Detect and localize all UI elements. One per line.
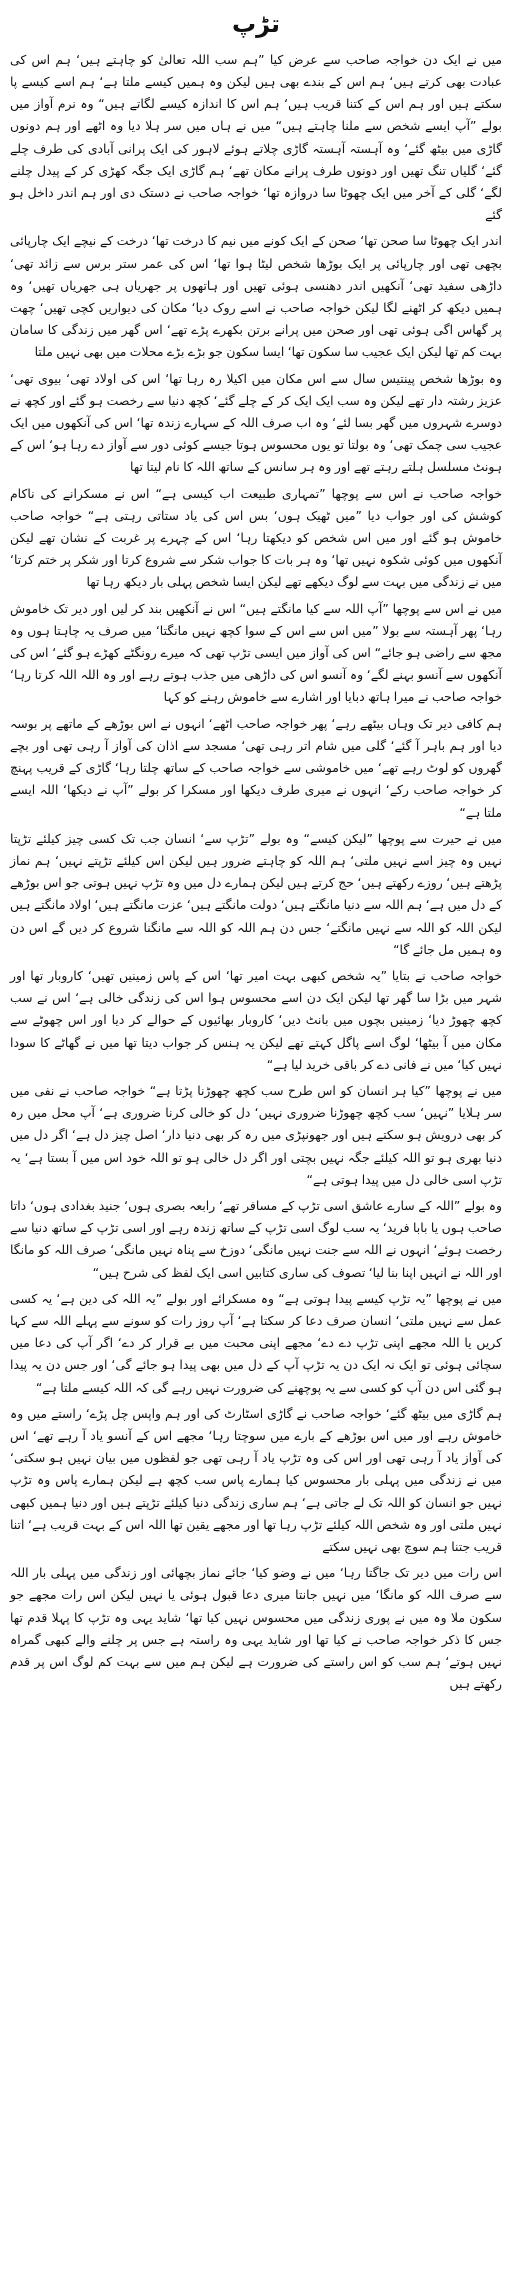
paragraph: خواجہ صاحب نے بتایا ”یہ شخص کبھی بہت امیر تھا‘ اس کے پاس زمینیں تھیں‘ کاروبار تھا اور شہر میں بڑا سا گھر تھا لیکن ایک دن اسے محسوس ہوا اس کی زندگی خالی ہے‘ اس نے سب کچھ چھوڑ دیا‘ زمینیں بچوں میں بانٹ دیں‘ کاروبار بھائیوں کے حوالے کر دیا اور اس چھوٹے سے مکان میں آ بیٹھا‘ لوگ اسے پاگل کہتے تھے لیکن یہ ہنس کر جواب دیتا تھا میں نے گھاٹے کا سودا نہیں کیا‘ میں نے فانی دے کر باقی خرید لیا ہے“ (10, 967, 502, 1072)
paragraph: اس رات میں دیر تک جاگتا رہا‘ میں نے وضو کیا‘ جائے نماز بچھائی اور زندگی میں پہلی بار اللہ سے صرف اللہ کو مانگا‘ میں نہیں جانتا میری دعا قبول ہوئی یا نہیں لیکن اس رات مجھے جو سکون ملا وہ میں نے پوری زندگی میں محسوس نہیں کیا تھا‘ شاید یہی وہ تڑپ کا پہلا قدم تھا جس کا ذکر خواجہ صاحب نے کیا تھا اور شاید یہی وہ راستہ ہے جس پر چلنے والے کبھی گمراہ نہیں ہوتے‘ ہم سب کو اس راستے کی ضرورت ہے لیکن ہم میں سے بہت کم لوگ اس پر قدم رکھتے ہیں (10, 1565, 502, 1692)
paragraph: میں نے پوچھا ”کیا ہر انسان کو اس طرح سب کچھ چھوڑنا پڑتا ہے“ خواجہ صاحب نے نفی میں سر ہلایا ”نہیں‘ سب کچھ چھوڑنا ضروری نہیں‘ دل کو خالی کرنا ضروری ہے‘ آپ محل میں رہ کر بھی درویش ہو سکتے ہیں اور جھونپڑی میں رہ کر بھی دنیا دار‘ اصل چیز دل ہے‘ اگر دل میں دنیا بھری ہو تو اللہ کیلئے جگہ نہیں بچتی اور اگر دل خالی ہو تو اللہ خود اس میں آ بستا ہے‘ یہ تڑپ اسی خالی دل میں پیدا ہوتی ہے“ (10, 1082, 502, 1187)
paragraph: ہم کافی دیر تک وہاں بیٹھے رہے‘ پھر خواجہ صاحب اٹھے‘ انہوں نے اس بوڑھے کے ماتھے پر بوسہ دیا اور ہم باہر آ گئے‘ گلی میں شام اتر رہی تھی‘ مسجد سے اذان کی آواز آ رہی تھی اور بچے گھروں کو لوٹ رہے تھے‘ میں خاموشی سے خواجہ صاحب کے ساتھ چلتا رہا‘ گاڑی کے قریب پہنچ کر خواجہ صاحب رکے‘ انہوں نے میری طرف دیکھا اور مسکرا کر بولے ”آپ نے دیکھا‘ اللہ ایسے ملتا ہے“ (10, 715, 502, 820)
paragraph: میں نے حیرت سے پوچھا ”لیکن کیسے“ وہ بولے ”تڑپ سے‘ انسان جب تک کسی چیز کیلئے تڑپتا نہیں وہ چیز اسے نہیں ملتی‘ ہم اللہ کو چاہتے ضرور ہیں لیکن اس کیلئے تڑپتے نہیں‘ ہم نماز پڑھتے ہیں‘ روزے رکھتے ہیں‘ حج کرتے ہیں لیکن ہمارے دل میں وہ تڑپ نہیں ہوتی جو اس بوڑھے کے دل میں ہے‘ ہم اللہ سے دنیا مانگتے ہیں‘ دولت مانگتے ہیں‘ عزت مانگتے ہیں‘ اولاد مانگتے ہیں لیکن اللہ کو اللہ سے نہیں مانگتے‘ جس دن ہم اللہ کو اللہ سے مانگنا شروع کر دیں گے اس دن وہ ہمیں مل جائے گا“ (10, 830, 502, 957)
column-body (10, 49, 502, 1696)
column-title: تڑپ (231, 10, 281, 38)
paragraph: وہ بوڑھا شخص پینتیس سال سے اس مکان میں اکیلا رہ رہا تھا‘ اس کی اولاد تھی‘ بیوی تھی‘ عزیز رشتہ دار تھے لیکن وہ سب ایک ایک کر کے چلے گئے‘ کچھ دنیا سے رخصت ہو گئے اور کچھ نے دوسرے شہروں میں گھر بسا لئے‘ وہ اب صرف اللہ کے سہارے زندہ تھا‘ اس کی آنکھوں میں ایک عجیب سی چمک تھی‘ وہ بولتا تو یوں محسوس ہوتا جیسے کوئی دور سے آواز دے رہا ہو‘ اس کے ہونٹ مسلسل ہلتے رہتے تھے اور وہ ہر سانس کے ساتھ اللہ کا نام لیتا تھا (10, 370, 502, 475)
paragraph: میں نے پوچھا ”یہ تڑپ کیسے پیدا ہوتی ہے“ وہ مسکرائے اور بولے ”یہ اللہ کی دین ہے‘ یہ کسی عمل سے نہیں ملتی‘ انسان صرف دعا کر سکتا ہے‘ آپ روز رات کو سونے سے پہلے اللہ سے کہا کریں یا اللہ مجھے اپنی تڑپ دے دے‘ مجھے اپنی محبت میں بے قرار کر دے‘ اگر آپ کی دعا میں سچائی ہوئی تو ایک نہ ایک دن یہ تڑپ آپ کے دل میں بھی پیدا ہو جائے گی‘ اور جس دن یہ پیدا ہو گئی اس دن آپ کو کسی سے یہ پوچھنے کی ضرورت نہیں رہے گی کہ اللہ کیسے ملتا ہے“ (10, 1290, 502, 1395)
paragraph: ہم گاڑی میں بیٹھ گئے‘ خواجہ صاحب نے گاڑی اسٹارٹ کی اور ہم واپس چل پڑے‘ راستے میں وہ خاموش رہے اور میں اس بوڑھے کے بارے میں سوچتا رہا‘ مجھے اس کے آنسو یاد آ رہے تھے‘ اس کی آواز یاد آ رہی تھی اور اس کی وہ تڑپ یاد آ رہی تھی جو لفظوں میں بیان نہیں ہو سکتی‘ میں نے زندگی میں پہلی بار محسوس کیا ہمارے پاس سب کچھ ہے لیکن ہمارے پاس وہ تڑپ نہیں جو انسان کو اللہ تک لے جاتی ہے‘ ہم ساری زندگی دنیا کیلئے تڑپتے ہیں اور دنیا ہمیں کبھی نہیں ملتی اور وہ شخص اللہ کیلئے تڑپ رہا تھا اور مجھے یقین تھا اللہ اس کے بہت قریب ہے‘ اتنا قریب جتنا ہم سوچ بھی نہیں سکتے (10, 1405, 502, 1554)
paragraph: اندر ایک چھوٹا سا صحن تھا‘ صحن کے ایک کونے میں نیم کا درخت تھا‘ درخت کے نیچے ایک چارپائی بچھی تھی اور چارپائی پر ایک بوڑھا شخص لیٹا ہوا تھا‘ اس کی عمر ستر برس سے زائد تھی‘ داڑھی سفید تھی‘ آنکھیں اندر دھنسی ہوئی تھیں اور ہاتھوں پر جھریاں ہی جھریاں تھیں‘ وہ ہمیں دیکھ کر اٹھنے لگا لیکن خواجہ صاحب نے اسے روک دیا‘ مکان کی دیواریں کچی تھیں‘ چھت پر گھاس اگی ہوئی تھی اور صحن میں پرانے برتن بکھرے پڑے تھے‘ اس گھر میں زندگی کا سامان بہت کم تھا لیکن ایک عجیب سا سکون تھا‘ ایسا سکون جو بڑے بڑے محلات میں بھی نہیں ملتا (10, 233, 502, 360)
paragraph: وہ بولے ”اللہ کے سارے عاشق اسی تڑپ کے مسافر تھے‘ رابعہ بصری ہوں‘ جنید بغدادی ہوں‘ داتا صاحب ہوں یا بابا فرید‘ یہ سب لوگ اسی تڑپ کے ساتھ زندہ رہے اور اسی تڑپ کے ساتھ دنیا سے رخصت ہوئے‘ انہوں نے اللہ سے جنت نہیں مانگی‘ دوزخ سے پناہ نہیں مانگی‘ صرف اللہ کو مانگا اور اللہ نے انہیں اپنا بنا لیا‘ تصوف کی ساری کتابیں اسی ایک لفظ کی شرح ہیں“ (10, 1197, 502, 1280)
paragraph: خواجہ صاحب نے اس سے پوچھا ”تمہاری طبیعت اب کیسی ہے“ اس نے مسکرانے کی ناکام کوشش کی اور جواب دیا ”میں ٹھیک ہوں‘ بس اس کی یاد ستاتی رہتی ہے“ خواجہ صاحب خاموش ہو گئے اور میں اس شخص کو دیکھتا رہا‘ اس کے چہرے پر غربت کے نشان تھے لیکن آنکھوں میں کوئی شکوہ نہیں تھا‘ وہ ہر بات کا جواب شکر سے شروع کرتا اور شکر پر ختم کرتا‘ میں نے زندگی میں بہت سے لوگ دیکھے تھے لیکن ایسا شخص پہلی بار دیکھ رہا تھا (10, 485, 502, 590)
paragraph: میں نے اس سے پوچھا ”آپ اللہ سے کیا مانگتے ہیں“ اس نے آنکھیں بند کر لیں اور دیر تک خاموش رہا‘ پھر آہستہ سے بولا ”میں اس سے اس کے سوا کچھ نہیں مانگتا‘ میں صرف یہ چاہتا ہوں وہ مجھ سے راضی ہو جائے“ اس کی آواز میں ایسی تڑپ تھی کہ میرے رونگٹے کھڑے ہو گئے‘ اس کی آنکھوں سے آنسو بہنے لگے‘ وہ آنسو اس کی داڑھی میں جذب ہوتے رہے اور وہ اللہ اللہ کرتا رہا‘ خواجہ صاحب نے میرا ہاتھ دبایا اور اشارے سے خاموش رہنے کو کہا (10, 600, 502, 705)
paragraph: میں نے ایک دن خواجہ صاحب سے عرض کیا ”ہم سب اللہ تعالیٰ کو چاہتے ہیں‘ ہم اس کی عبادت بھی کرتے ہیں‘ ہم اس کے بندے بھی ہیں لیکن وہ ہمیں کیسے ملتا ہے‘ ہم اسے کیسے پا سکتے ہیں اور ہم اس کے کتنا قریب ہیں‘ ہم اس کا اندازہ کیسے لگاتے ہیں“ وہ نرم آواز میں بولے ”آپ ایسے شخص سے ملنا چاہتے ہیں“ میں نے ہاں میں سر ہلا دیا وہ اٹھے اور ہم دونوں گاڑی میں بیٹھ گئے‘ وہ آہستہ آہستہ گاڑی چلاتے ہوئے لاہور کی ایک پرانی آبادی کی طرف چلے گئے‘ گلیاں تنگ تھیں اور دونوں طرف پرانے مکان تھے‘ ہم گاڑی ایک جگہ کھڑی کر کے پیدل چلنے لگے‘ گلی کے آخر میں ایک چھوٹا سا دروازہ تھا‘ خواجہ صاحب نے دستک دی اور ہم اندر داخل ہو گئے (10, 51, 502, 223)
